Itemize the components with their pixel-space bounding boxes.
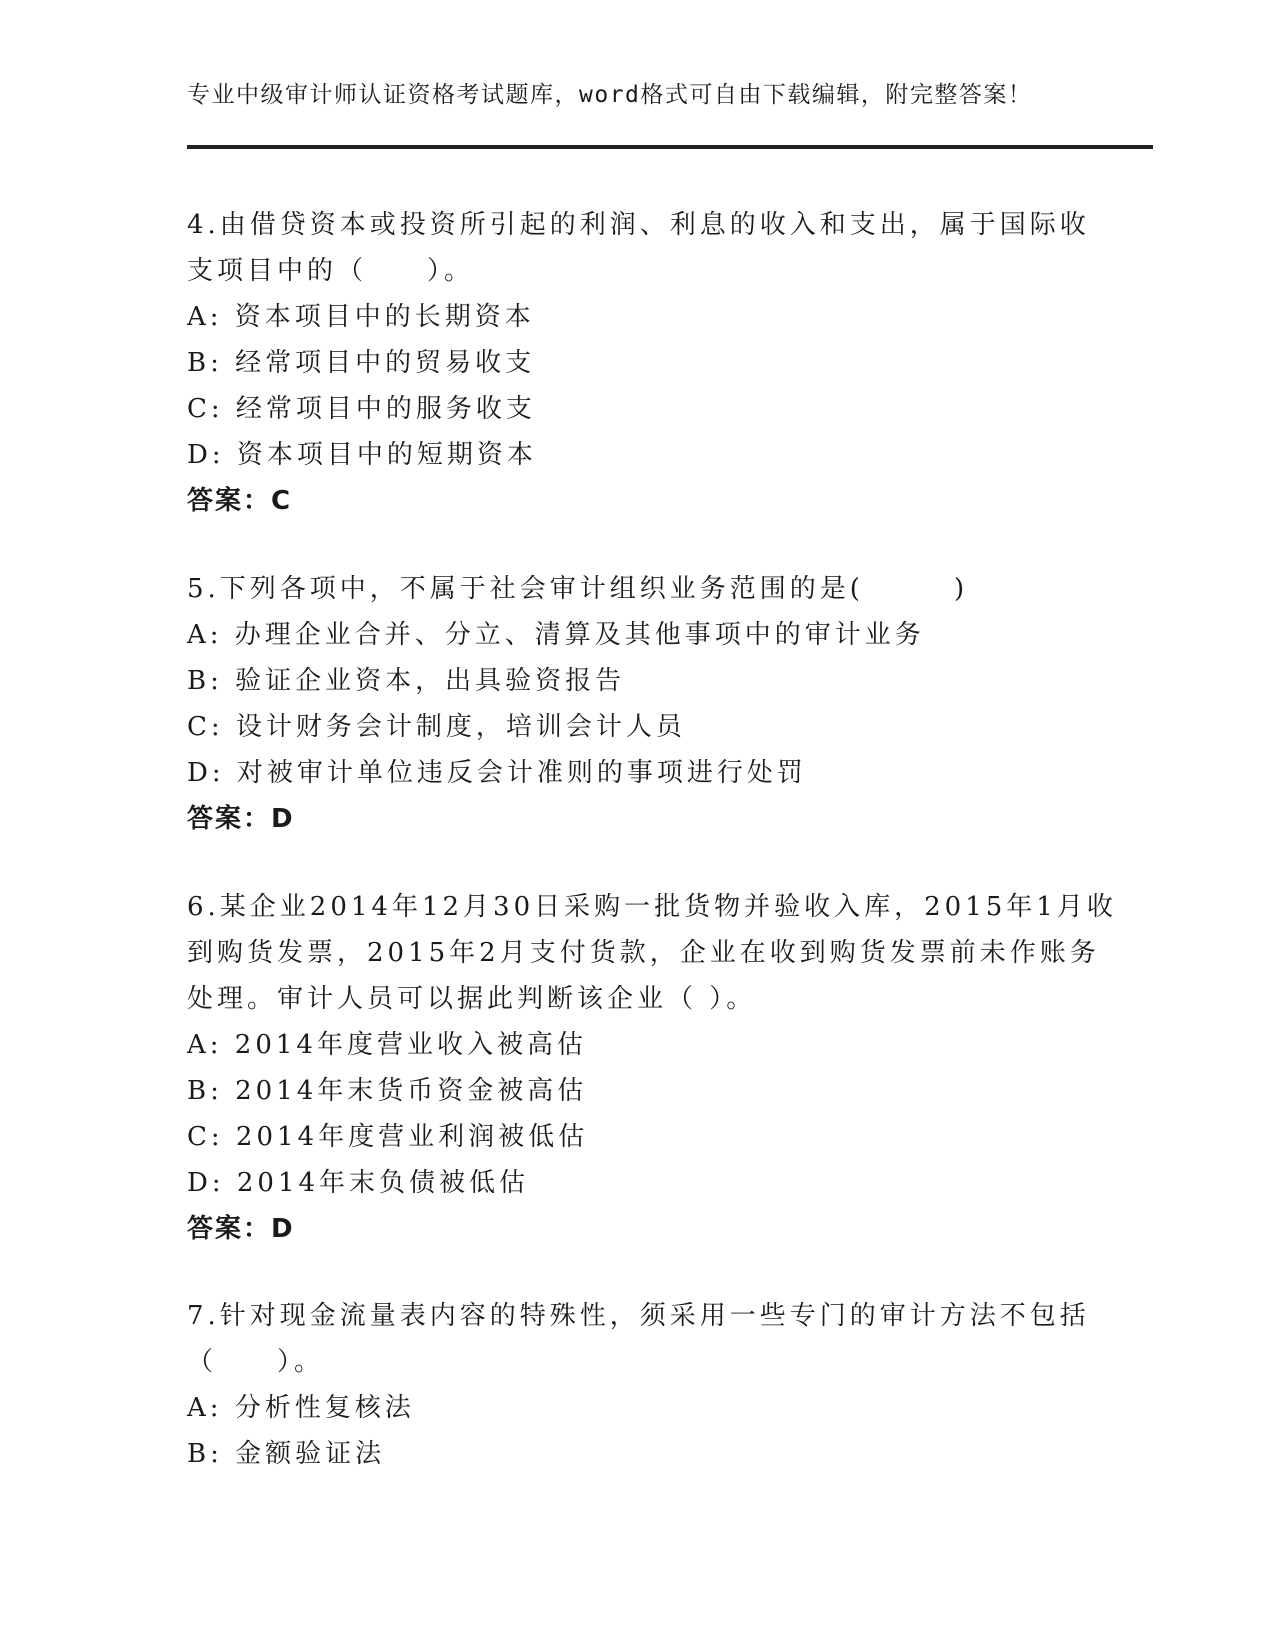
question-stem: （ ）。 (187, 1347, 325, 1377)
question-5 (187, 566, 1087, 842)
question-7 (187, 1293, 1090, 1477)
option-b: B: 2014年末货币资金被高估 (187, 1076, 588, 1106)
option-c: C: 经常项目中的服务收支 (187, 394, 536, 424)
option-b: B: 验证企业资本，出具验资报告 (187, 666, 626, 696)
question-4 (187, 202, 1090, 524)
question-stem: 4.由借贷资本或投资所引起的利润、利息的收入和支出，属于国际收 (187, 210, 1090, 240)
option-a: A: 分析性复核法 (187, 1393, 415, 1423)
answer: 答案：D (187, 1214, 295, 1244)
answer: 答案：C (187, 486, 293, 516)
question-stem: 支项目中的（ ）。 (187, 256, 475, 286)
option-b: B: 金额验证法 (187, 1439, 386, 1469)
question-stem: 到购货发票，2015年2月支付货款，企业在收到购货发票前未作账务 (187, 938, 1100, 968)
header-divider (187, 145, 1153, 149)
question-stem: 5.下列各项中，不属于社会审计组织业务范围的是( ) (187, 574, 969, 604)
option-c: C: 2014年度营业利润被低估 (187, 1122, 589, 1152)
answer: 答案：D (187, 804, 295, 834)
option-a: A: 资本项目中的长期资本 (187, 302, 535, 332)
question-6 (187, 884, 1117, 1252)
option-a: A: 办理企业合并、分立、清算及其他事项中的审计业务 (187, 620, 925, 650)
question-stem: 7.针对现金流量表内容的特殊性，须采用一些专门的审计方法不包括 (187, 1301, 1090, 1331)
option-c: C: 设计财务会计制度，培训会计人员 (187, 712, 686, 742)
option-d: D: 资本项目中的短期资本 (187, 440, 537, 470)
page-header: 专业中级审计师认证资格考试题库，word格式可自由下载编辑，附完整答案！ (187, 82, 1033, 108)
option-d: D: 对被审计单位违反会计准则的事项进行处罚 (187, 758, 807, 788)
question-stem: 6.某企业2014年12月30日采购一批货物并验收入库，2015年1月收 (187, 892, 1117, 922)
option-a: A: 2014年度营业收入被高估 (187, 1030, 587, 1060)
option-b: B: 经常项目中的贸易收支 (187, 348, 536, 378)
question-stem: 处理。审计人员可以据此判断该企业（ ）。 (187, 984, 757, 1014)
option-d: D: 2014年末负债被低估 (187, 1168, 530, 1198)
